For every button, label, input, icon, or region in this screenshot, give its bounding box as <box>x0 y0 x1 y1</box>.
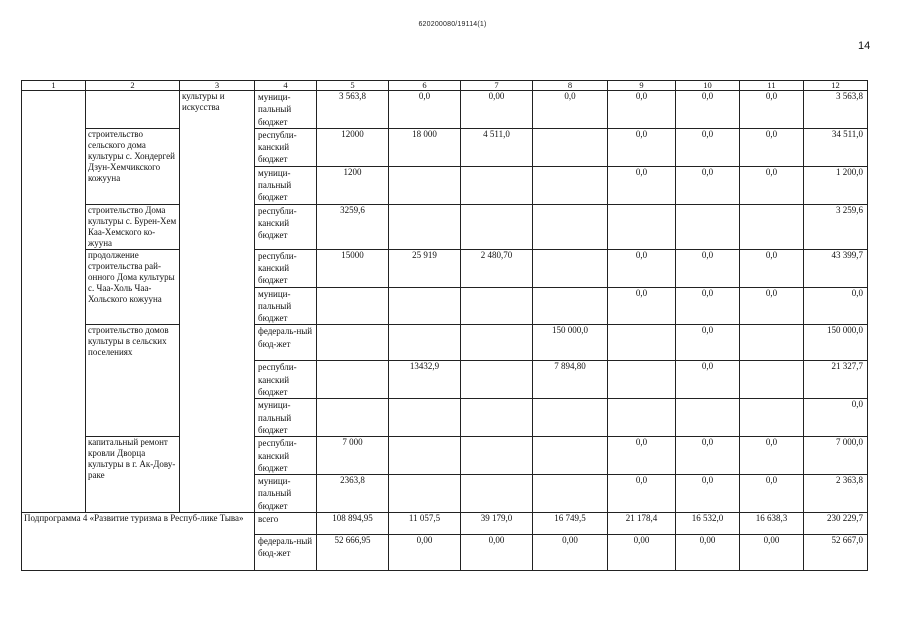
value-cell: 0,0 <box>676 91 740 129</box>
funding-source-cell: республи-канский бюджет <box>255 437 317 475</box>
value-cell: 52 666,95 <box>317 535 389 571</box>
total-cell: 43 399,7 <box>804 249 868 287</box>
value-cell <box>608 399 676 437</box>
value-cell: 0,0 <box>533 91 608 129</box>
value-cell <box>676 204 740 249</box>
table-row <box>22 204 868 249</box>
value-cell <box>389 475 461 513</box>
value-cell: 0,0 <box>608 287 676 325</box>
header-cell: 8 <box>533 81 608 91</box>
page-number: 14 <box>858 40 871 52</box>
object-cell <box>86 91 180 129</box>
value-cell: 11 057,5 <box>389 513 461 535</box>
header-cell: 6 <box>389 81 461 91</box>
value-cell: 1200 <box>317 166 389 204</box>
value-cell <box>533 166 608 204</box>
value-cell: 0,0 <box>608 249 676 287</box>
value-cell <box>389 166 461 204</box>
value-cell: 0,0 <box>740 166 804 204</box>
value-cell <box>533 204 608 249</box>
value-cell <box>461 361 533 399</box>
value-cell: 21 178,4 <box>608 513 676 535</box>
value-cell: 0,00 <box>533 535 608 571</box>
value-cell: 16 749,5 <box>533 513 608 535</box>
funding-source-cell: муници-пальный бюджет <box>255 91 317 129</box>
header-cell: 2 <box>86 81 180 91</box>
value-cell: 7 894,80 <box>533 361 608 399</box>
total-cell: 0,0 <box>804 287 868 325</box>
value-cell <box>389 204 461 249</box>
header-cell: 9 <box>608 81 676 91</box>
value-cell: 18 000 <box>389 128 461 166</box>
value-cell <box>608 361 676 399</box>
value-cell: 12000 <box>317 128 389 166</box>
table-row <box>22 249 868 287</box>
total-cell: 230 229,7 <box>804 513 868 535</box>
value-cell: 0,0 <box>608 128 676 166</box>
value-cell: 0,0 <box>676 325 740 361</box>
value-cell: 0,0 <box>740 128 804 166</box>
funding-source-cell: федераль-ный бюд-жет <box>255 325 317 361</box>
table-row <box>22 128 868 166</box>
value-cell: 0,0 <box>740 249 804 287</box>
object-cell: капитальный ремонт кровли Дворца культуры в г. Ак-Дову-раке <box>86 437 180 513</box>
total-cell: 21 327,7 <box>804 361 868 399</box>
header-cell: 3 <box>180 81 255 91</box>
value-cell: 108 894,95 <box>317 513 389 535</box>
value-cell <box>533 399 608 437</box>
value-cell: 4 511,0 <box>461 128 533 166</box>
value-cell: 0,00 <box>461 535 533 571</box>
funding-source-cell: всего <box>255 513 317 535</box>
funding-source-cell: республи-канский бюджет <box>255 249 317 287</box>
header-cell: 4 <box>255 81 317 91</box>
total-cell: 1 200,0 <box>804 166 868 204</box>
value-cell: 0,0 <box>676 437 740 475</box>
header-cell: 10 <box>676 81 740 91</box>
value-cell <box>533 128 608 166</box>
value-cell: 150 000,0 <box>533 325 608 361</box>
value-cell <box>389 287 461 325</box>
total-cell: 2 363,8 <box>804 475 868 513</box>
value-cell <box>461 325 533 361</box>
value-cell <box>533 475 608 513</box>
header-cell: 1 <box>22 81 86 91</box>
table-row <box>22 437 868 475</box>
funding-source-cell: федераль-ный бюд-жет <box>255 535 317 571</box>
value-cell: 2 480,70 <box>461 249 533 287</box>
value-cell <box>317 361 389 399</box>
header-cell: 7 <box>461 81 533 91</box>
table-row <box>22 325 868 361</box>
object-cell: строительство домов культуры в сельских поселениях <box>86 325 180 437</box>
funding-source-cell: республи-канский бюджет <box>255 204 317 249</box>
value-cell: 3259,6 <box>317 204 389 249</box>
total-cell: 3 259,6 <box>804 204 868 249</box>
value-cell: 0,0 <box>676 287 740 325</box>
value-cell <box>461 437 533 475</box>
value-cell: 0,0 <box>608 437 676 475</box>
funding-source-cell: республи-канский бюджет <box>255 361 317 399</box>
value-cell: 0,0 <box>608 91 676 129</box>
value-cell: 0,0 <box>608 166 676 204</box>
value-cell <box>533 287 608 325</box>
table-row <box>22 91 868 129</box>
header-cell: 12 <box>804 81 868 91</box>
total-cell: 150 000,0 <box>804 325 868 361</box>
total-cell: 34 511,0 <box>804 128 868 166</box>
value-cell: 0,0 <box>740 475 804 513</box>
header-cell: 11 <box>740 81 804 91</box>
value-cell: 0,0 <box>676 475 740 513</box>
value-cell <box>608 325 676 361</box>
value-cell: 39 179,0 <box>461 513 533 535</box>
value-cell <box>461 475 533 513</box>
value-cell <box>317 399 389 437</box>
value-cell <box>389 325 461 361</box>
value-cell: 0,00 <box>461 91 533 129</box>
funding-source-cell: республи-канский бюджет <box>255 128 317 166</box>
budget-table <box>21 80 868 571</box>
value-cell <box>389 437 461 475</box>
subprogram-title: Подпрограмма 4 «Развитие туризма в Респуб-лике Тыва» <box>22 513 255 571</box>
object-cell: строительство сельского дома культуры с. Хондергей Дзун-Хемчикского кожууна <box>86 128 180 204</box>
value-cell: 0,0 <box>389 91 461 129</box>
value-cell: 3 563,8 <box>317 91 389 129</box>
value-cell: 0,0 <box>676 166 740 204</box>
object-cell: строительство Дома культуры с. Бурен-Хем Каа-Хемского ко-жууна <box>86 204 180 249</box>
value-cell <box>389 399 461 437</box>
total-cell: 7 000,0 <box>804 437 868 475</box>
table-row <box>22 513 868 535</box>
value-cell <box>317 287 389 325</box>
value-cell <box>461 399 533 437</box>
value-cell: 0,00 <box>740 535 804 571</box>
value-cell: 0,0 <box>676 249 740 287</box>
header-row <box>22 81 868 91</box>
value-cell: 0,00 <box>676 535 740 571</box>
value-cell: 13432,9 <box>389 361 461 399</box>
value-cell: 16 532,0 <box>676 513 740 535</box>
direction-cell: культуры и искусства <box>180 91 255 513</box>
value-cell <box>533 437 608 475</box>
header-cell: 5 <box>317 81 389 91</box>
value-cell <box>608 204 676 249</box>
value-cell: 15000 <box>317 249 389 287</box>
total-cell: 0,0 <box>804 399 868 437</box>
value-cell: 7 000 <box>317 437 389 475</box>
value-cell: 0,0 <box>740 91 804 129</box>
value-cell <box>461 166 533 204</box>
value-cell: 0,0 <box>740 437 804 475</box>
object-cell: продолжение строительства рай-онного Дома культуры с. Чаа-Холь Чаа-Хольского кожууна <box>86 249 180 325</box>
value-cell <box>740 204 804 249</box>
value-cell <box>461 287 533 325</box>
value-cell: 0,0 <box>676 361 740 399</box>
funding-source-cell: муници-пальный бюджет <box>255 166 317 204</box>
value-cell: 0,00 <box>608 535 676 571</box>
value-cell: 16 638,3 <box>740 513 804 535</box>
value-cell <box>740 361 804 399</box>
total-cell: 3 563,8 <box>804 91 868 129</box>
document-id: 620200080/19114(1) <box>418 21 487 28</box>
value-cell: 0,0 <box>676 128 740 166</box>
value-cell: 0,0 <box>608 475 676 513</box>
funding-source-cell: муници-пальный бюджет <box>255 287 317 325</box>
value-cell <box>317 325 389 361</box>
value-cell: 0,0 <box>740 287 804 325</box>
value-cell: 0,00 <box>389 535 461 571</box>
value-cell: 2363,8 <box>317 475 389 513</box>
value-cell <box>740 399 804 437</box>
value-cell <box>676 399 740 437</box>
value-cell: 25 919 <box>389 249 461 287</box>
funding-source-cell: муници-пальный бюджет <box>255 475 317 513</box>
total-cell: 52 667,0 <box>804 535 868 571</box>
value-cell <box>533 249 608 287</box>
value-cell <box>740 325 804 361</box>
value-cell <box>461 204 533 249</box>
program-cell-empty <box>22 91 86 513</box>
funding-source-cell: муници-пальный бюджет <box>255 399 317 437</box>
